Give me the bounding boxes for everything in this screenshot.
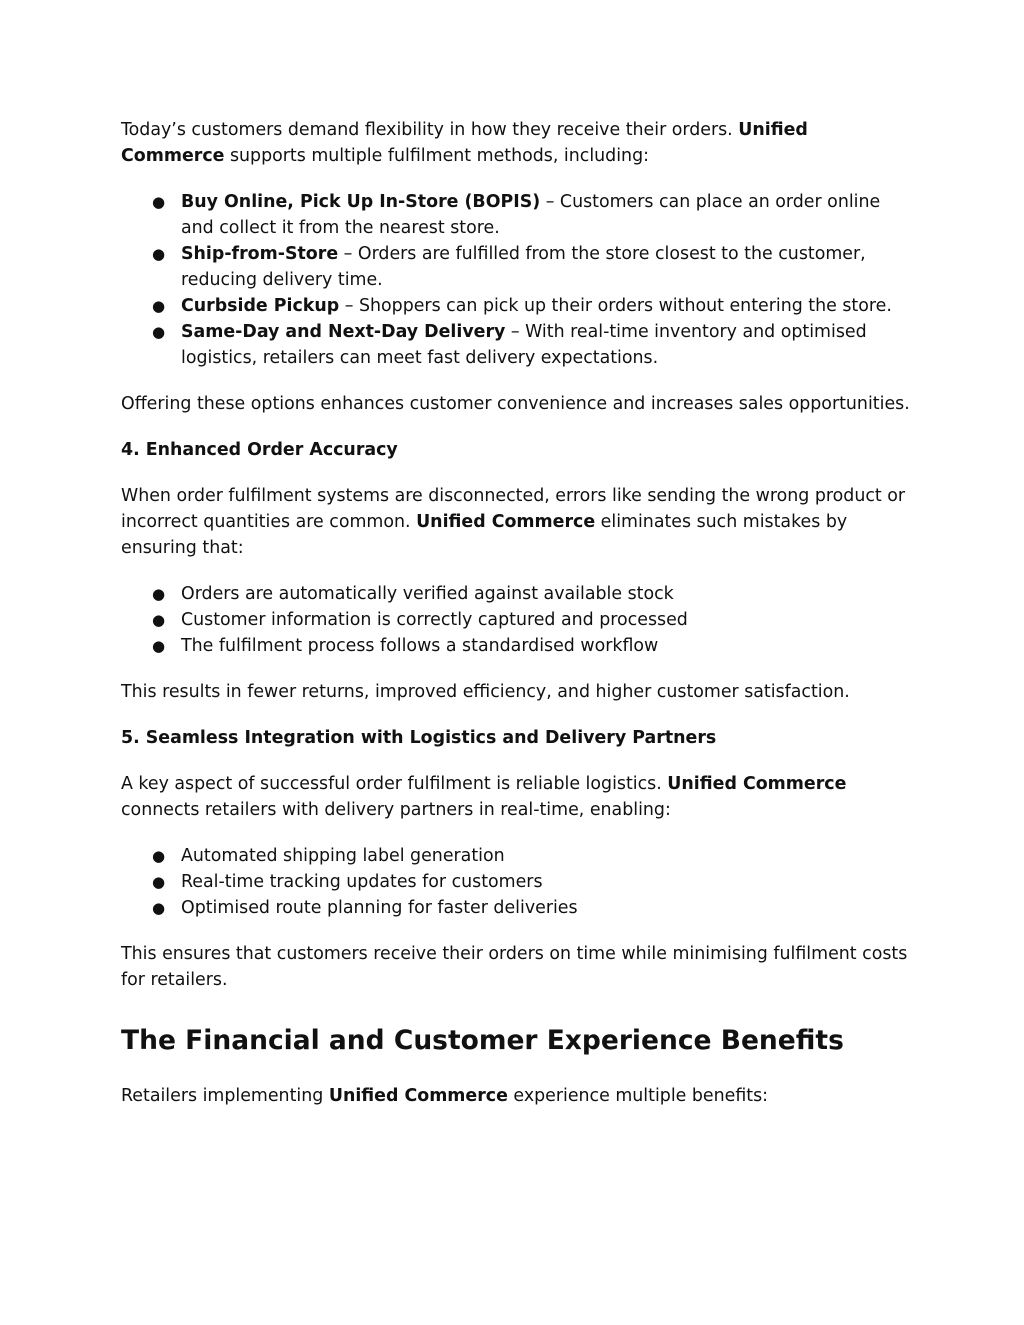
section-5-text-end: connects retailers with delivery partners in real-time, enabling: xyxy=(121,800,671,820)
benefits-text-end: experience multiple benefits: xyxy=(507,1086,769,1106)
list-item xyxy=(121,293,911,319)
bullet-icon: ● xyxy=(152,245,166,263)
bullet-icon: ● xyxy=(152,297,166,315)
offering-paragraph: Offering these options enhances customer convenience and increases sales opportunities. xyxy=(121,394,910,414)
benefits-heading: The Financial and Customer Experience Benefits xyxy=(121,1025,844,1056)
list-item xyxy=(121,869,911,895)
section-4-heading: 4. Enhanced Order Accuracy xyxy=(121,440,398,460)
bullet-icon: ● xyxy=(152,637,166,655)
intro-text-end: supports multiple fulfilment methods, including: xyxy=(224,146,649,166)
logistics-list xyxy=(121,843,911,921)
intro-text: Today’s customers demand flexibility in how they receive their orders. xyxy=(121,120,739,140)
list-item-text: Customer information is correctly captured and processed xyxy=(181,610,688,630)
section-4-bold: Unified Commerce xyxy=(416,512,596,532)
section-5-heading: 5. Seamless Integration with Logistics and Delivery Partners xyxy=(121,728,717,748)
section-4-text: When order fulfilment systems are disconnected, errors like sending the wrong product or incorrect quantities are common. xyxy=(121,486,906,532)
bullet-icon: ● xyxy=(152,193,166,211)
list-item-text: The fulfilment process follows a standardised workflow xyxy=(181,636,659,656)
section-5-paragraph xyxy=(121,771,911,823)
intro-paragraph xyxy=(121,117,911,169)
list-item-title: Same-Day and Next-Day Delivery xyxy=(181,322,506,342)
bullet-icon: ● xyxy=(152,611,166,629)
bullet-icon: ● xyxy=(152,585,166,603)
document-page xyxy=(121,117,911,1129)
benefits-bold: Unified Commerce xyxy=(328,1086,508,1106)
list-item xyxy=(121,241,911,293)
bullet-icon: ● xyxy=(152,899,166,917)
section-4-result: This results in fewer returns, improved efficiency, and higher customer satisfaction. xyxy=(121,682,850,702)
benefits-paragraph xyxy=(121,1083,911,1109)
list-item-desc: – With real-time inventory and optimised logistics, retailers can meet fast delivery expectations. xyxy=(181,322,867,368)
accuracy-list xyxy=(121,581,911,659)
bullet-icon: ● xyxy=(152,323,166,341)
list-item-text: Real-time tracking updates for customers xyxy=(181,872,543,892)
benefits-text: Retailers implementing xyxy=(121,1086,329,1106)
intro-bold: Unified Commerce xyxy=(121,120,808,166)
list-item-text: Orders are automatically verified against available stock xyxy=(181,584,674,604)
list-item xyxy=(121,607,911,633)
list-item xyxy=(121,633,911,659)
section-5-result: This ensures that customers receive their orders on time while minimising fulfilment costs for retailers. xyxy=(121,944,908,990)
list-item-text: Optimised route planning for faster deliveries xyxy=(181,898,578,918)
bullet-icon: ● xyxy=(152,847,166,865)
list-item xyxy=(121,189,911,241)
list-item xyxy=(121,581,911,607)
list-item-text: Automated shipping label generation xyxy=(181,846,505,866)
fulfilment-methods-list xyxy=(121,189,911,371)
section-4-paragraph xyxy=(121,483,911,561)
bullet-icon: ● xyxy=(152,873,166,891)
list-item-desc: – Orders are fulfilled from the store closest to the customer, reducing delivery time. xyxy=(181,244,866,290)
list-item-title: Ship-from-Store xyxy=(181,244,339,264)
section-5-bold: Unified Commerce xyxy=(667,774,847,794)
list-item-desc: – Shoppers can pick up their orders without entering the store. xyxy=(339,296,892,316)
list-item-title: Buy Online, Pick Up In-Store (BOPIS) xyxy=(181,192,541,212)
section-5-text: A key aspect of successful order fulfilment is reliable logistics. xyxy=(121,774,668,794)
list-item-title: Curbside Pickup xyxy=(181,296,340,316)
list-item xyxy=(121,843,911,869)
list-item-desc: – Customers can place an order online and collect it from the nearest store. xyxy=(181,192,881,238)
section-4-text-end: eliminates such mistakes by ensuring that: xyxy=(121,512,848,558)
list-item xyxy=(121,895,911,921)
list-item xyxy=(121,319,911,371)
